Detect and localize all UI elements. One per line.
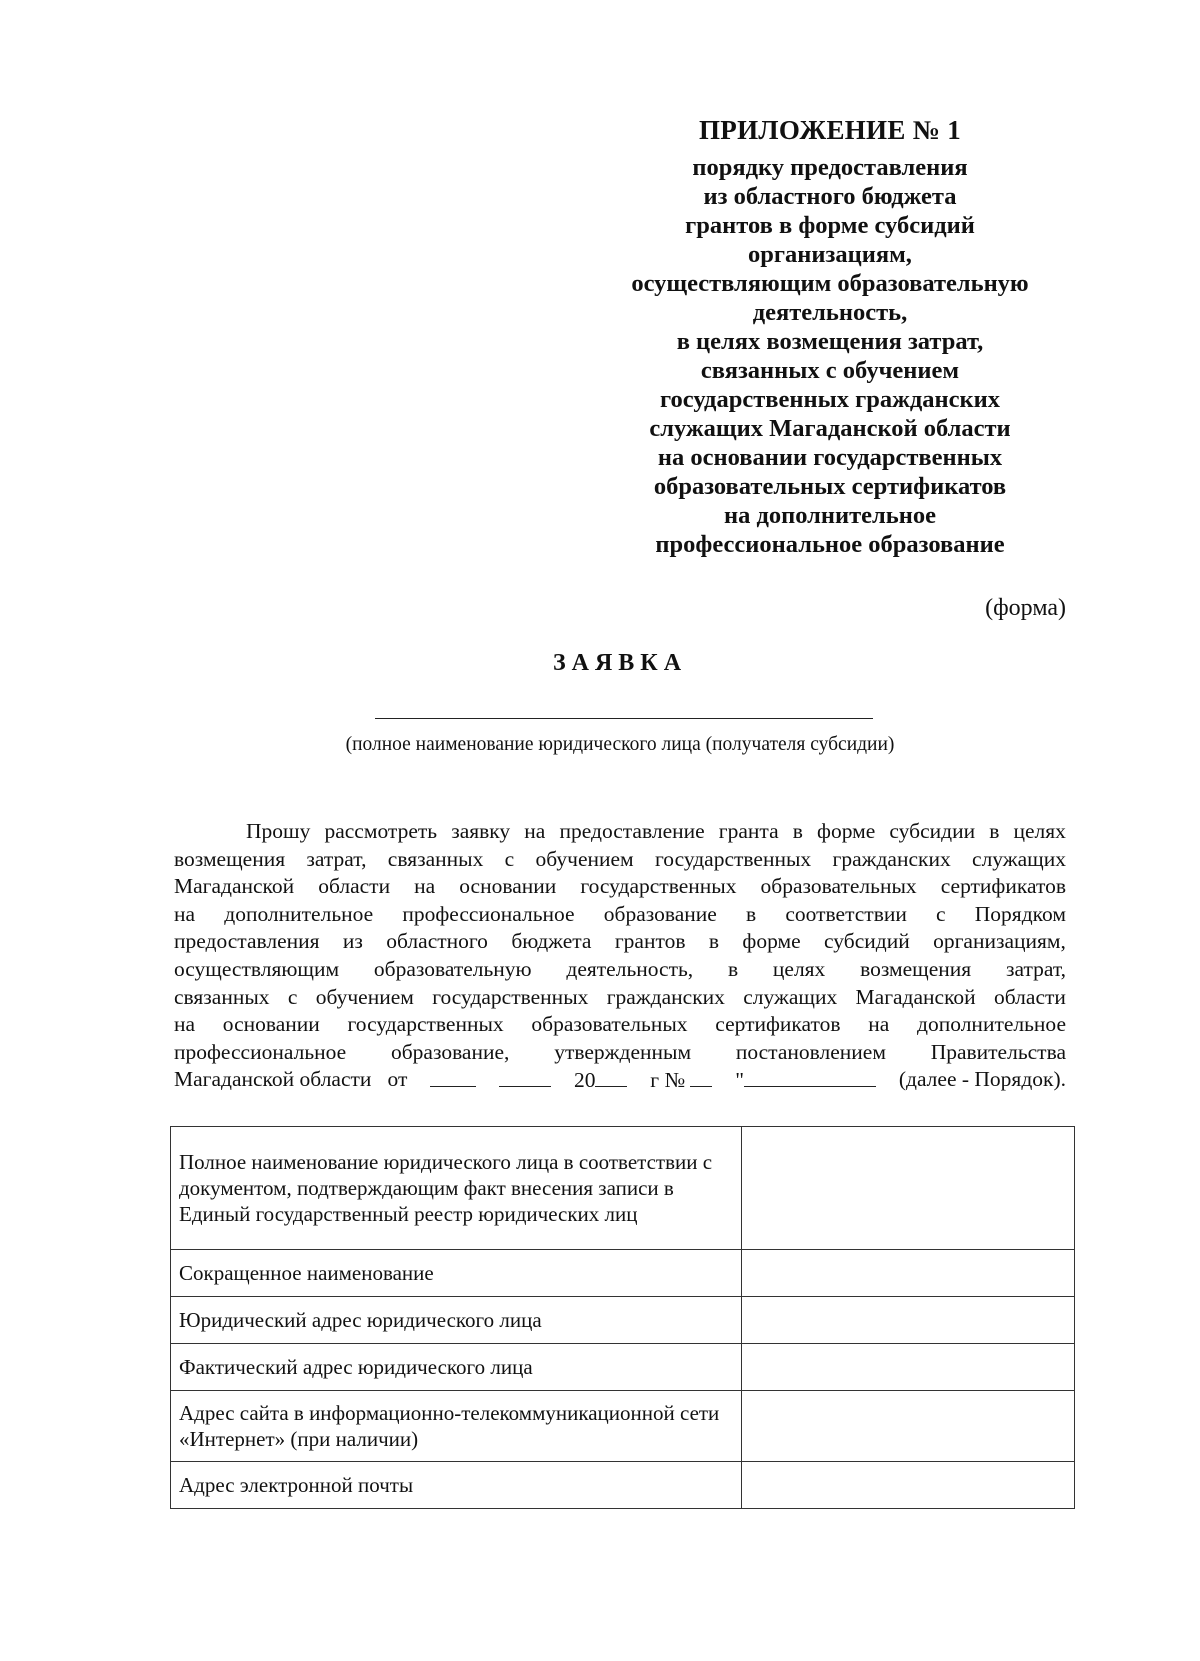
table-cell-label: Юридический адрес юридического лица xyxy=(171,1297,742,1344)
appendix-line: из областного бюджета xyxy=(703,183,957,210)
applicant-info-table xyxy=(170,1126,1075,1509)
number-blank[interactable] xyxy=(690,1066,712,1087)
paragraph-line: профессиональное образование, утвержденным постановлением Правительства xyxy=(174,1039,1066,1064)
table-cell-value[interactable] xyxy=(741,1344,1074,1391)
table-row xyxy=(171,1297,1075,1344)
table-cell-value[interactable] xyxy=(741,1462,1074,1509)
paragraph-line: связанных с обучением государственных гражданских служащих Магаданской области xyxy=(174,984,1066,1009)
appendix-header xyxy=(595,113,1065,559)
appendix-line: на основании государственных xyxy=(657,444,1003,471)
date-day-blank[interactable] xyxy=(430,1066,476,1087)
form-label: (форма) xyxy=(985,595,1066,621)
appendix-line: образовательных сертификатов xyxy=(653,473,1007,500)
appendix-line: деятельность, xyxy=(752,299,908,326)
table-cell-value[interactable] xyxy=(741,1250,1074,1297)
appendix-subtitle xyxy=(595,153,1065,559)
date-month-blank[interactable] xyxy=(499,1066,551,1087)
year-prefix: 20 xyxy=(573,1068,596,1093)
table-cell-value[interactable] xyxy=(741,1391,1074,1462)
table-row xyxy=(171,1250,1075,1297)
organization-name-blank[interactable] xyxy=(375,718,873,719)
appendix-line: порядку предоставления xyxy=(692,154,968,181)
paragraph-line: на основании государственных образовательных сертификатов на дополнительное xyxy=(174,1012,1066,1037)
appendix-line: грантов в форме субсидий xyxy=(685,212,975,239)
appendix-line: осуществляющим образовательную xyxy=(631,270,1029,297)
appendix-line: организациям, xyxy=(748,241,912,268)
appendix-line: государственных гражданских xyxy=(660,386,1000,413)
paragraph-line: Прошу рассмотреть заявку на предоставление гранта в форме субсидии в целях xyxy=(246,819,1066,843)
appendix-line: служащих Магаданской области xyxy=(649,415,1011,442)
document-title: ЗАЯВКА xyxy=(552,650,688,676)
paragraph-line: на дополнительное профессиональное образование в соответствии с Порядком xyxy=(174,901,1066,926)
hereinafter-text: (далее - Порядок). xyxy=(898,1067,1066,1092)
table-row xyxy=(171,1344,1075,1391)
table-cell-label: Адрес электронной почты xyxy=(171,1462,742,1509)
table-cell-label: Сокращенное наименование xyxy=(171,1250,742,1297)
paragraph-last-line xyxy=(174,1066,1066,1094)
paragraph-line: возмещения затрат, связанных с обучением государственных гражданских служащих xyxy=(174,846,1066,871)
paragraph-line: осуществляющим образовательную деятельность, в целях возмещения затрат, xyxy=(174,956,1066,981)
table-row xyxy=(171,1391,1075,1462)
appendix-title: ПРИЛОЖЕНИЕ № 1 xyxy=(699,115,961,145)
request-paragraph xyxy=(174,818,1066,1094)
from-text: от xyxy=(387,1067,408,1092)
table-cell-label: Полное наименование юридического лица в соответствии с документом, подтверждающим факт внесения записи в Единый государственный реестр юридических лиц xyxy=(171,1127,742,1250)
paragraph-line: предоставления из областного бюджета грантов в форме субсидий организациям, xyxy=(174,929,1066,954)
quote-mark: " xyxy=(735,1068,744,1093)
table-cell-label: Адрес сайта в информационно-телекоммуникационной сети «Интернет» (при наличии) xyxy=(171,1391,742,1462)
year-blank[interactable] xyxy=(595,1066,627,1087)
appendix-line: в целях возмещения затрат, xyxy=(676,328,984,355)
organization-name-caption: (полное наименование юридического лица (получателя субсидии) xyxy=(345,734,895,755)
paragraph-line: Магаданской области на основании государственных образовательных сертификатов xyxy=(174,874,1066,899)
appendix-line: профессиональное образование xyxy=(655,531,1005,558)
table-cell-value[interactable] xyxy=(741,1297,1074,1344)
table-row xyxy=(171,1462,1075,1509)
region-text: Магаданской области xyxy=(174,1067,372,1092)
title-blank[interactable] xyxy=(744,1066,876,1087)
appendix-line: на дополнительное xyxy=(723,502,936,529)
appendix-line: связанных с обучением xyxy=(700,357,960,384)
table-row xyxy=(171,1127,1075,1250)
number-label: г № xyxy=(650,1068,685,1093)
table-cell-label: Фактический адрес юридического лица xyxy=(171,1344,742,1391)
table-cell-value[interactable] xyxy=(741,1127,1074,1250)
